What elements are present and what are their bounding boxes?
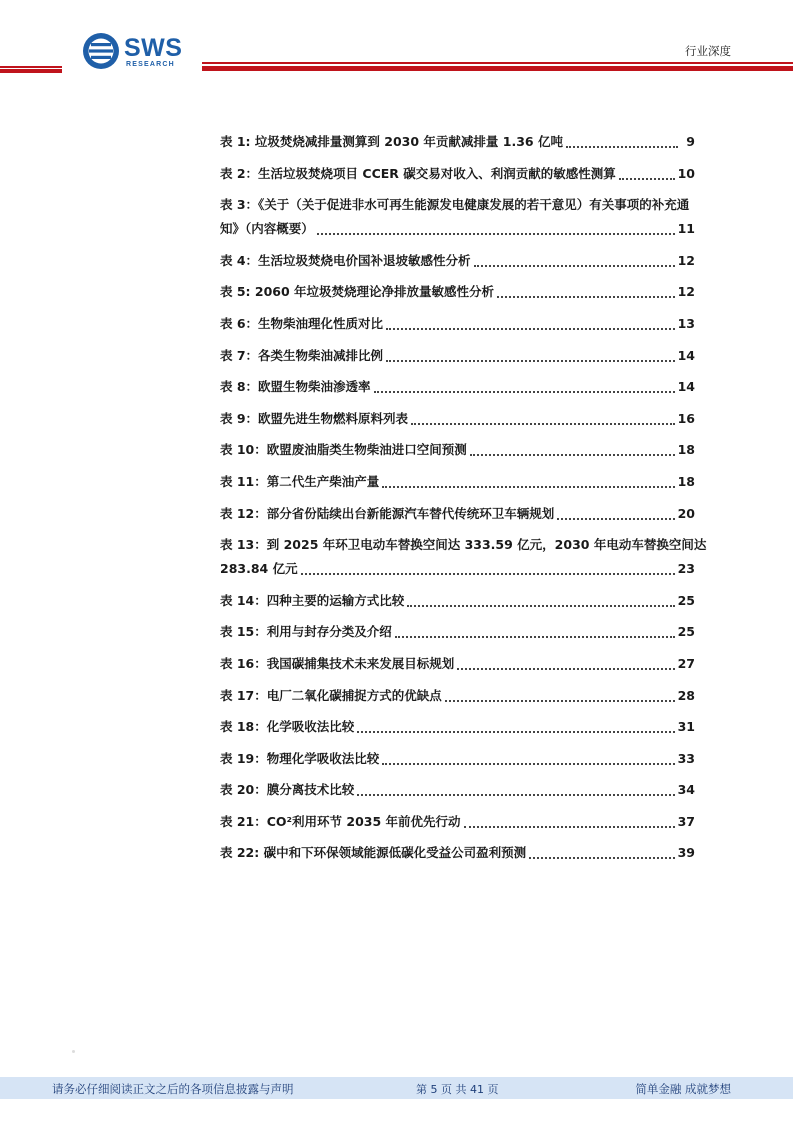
table-of-contents [220, 134, 707, 877]
logo-text: SWS [124, 34, 183, 62]
toc-entry-title: 表 15：利用与封存分类及介绍 [220, 624, 392, 640]
toc-entry[interactable] [220, 656, 695, 672]
toc-entry-title: 表 18：化学吸收法比较 [220, 719, 355, 735]
toc-leader [374, 391, 675, 393]
toc-entry[interactable] [220, 593, 695, 609]
toc-entry-title: 表 13：到 2025 年环卫电动车替换空间达 333.59 亿元，2030 年电动车替换空间达 [220, 537, 707, 553]
toc-entry-title: 表 7：各类生物柴油减排比例 [220, 347, 384, 363]
toc-leader [386, 360, 675, 362]
toc-entry-page: 39 [677, 845, 695, 861]
toc-leader [301, 573, 675, 575]
toc-entry[interactable] [220, 814, 695, 830]
toc-entry-title: 表 17：电厂二氧化碳捕捉方式的优缺点 [220, 687, 442, 703]
toc-entry-page: 12 [677, 284, 695, 300]
toc-leader [529, 857, 674, 859]
toc-entry-title: 表 1: 垃圾焚烧减排量测算到 2030 年贡献减排量 1.36 亿吨 [220, 134, 563, 149]
toc-entry-page: 14 [677, 347, 695, 363]
toc-entry-title: 表 4：生活垃圾焚烧电价国补退坡敏感性分析 [220, 252, 471, 268]
footer-slogan: 简单金融 成就梦想 [635, 1082, 731, 1096]
toc-entry[interactable] [220, 751, 695, 767]
toc-entry-title: 表 2：生活垃圾焚烧项目 CCER 碳交易对收入、利润贡献的敏感性测算 [220, 165, 616, 181]
toc-entry[interactable] [220, 474, 695, 490]
toc-entry-page: 20 [677, 505, 695, 521]
toc-entry[interactable] [220, 316, 695, 332]
toc-leader [557, 518, 674, 520]
toc-leader [317, 233, 675, 235]
toc-entry[interactable] [220, 197, 695, 237]
toc-leader [497, 296, 675, 298]
toc-entry-title: 表 16：我国碳捕集技术未来发展目标规划 [220, 655, 455, 671]
toc-entry-title: 表 19：物理化学吸收法比较 [220, 750, 380, 766]
logo-subtext: RESEARCH [126, 61, 175, 68]
toc-entry-title: 表 22: 碳中和下环保领域能源低碳化受益公司盈利预测 [220, 845, 527, 861]
toc-entry[interactable] [220, 284, 695, 300]
toc-leader [407, 605, 674, 607]
toc-entry-title-cont: 283.84 亿元 [220, 561, 298, 577]
toc-entry-page: 37 [677, 813, 695, 829]
toc-entry[interactable] [220, 253, 695, 269]
header-rule-right-thin [202, 62, 793, 64]
toc-leader [382, 486, 674, 488]
page-mark [72, 1050, 75, 1053]
toc-entry[interactable] [220, 379, 695, 395]
toc-leader [445, 700, 675, 702]
header-rule-left-thick [0, 69, 62, 73]
toc-entry[interactable] [220, 537, 707, 577]
toc-leader [357, 731, 674, 733]
toc-leader [411, 423, 675, 425]
toc-entry-title: 表 8：欧盟生物柴油渗透率 [220, 379, 371, 395]
toc-entry-page: 27 [677, 655, 695, 671]
toc-entry[interactable] [220, 719, 695, 735]
toc-entry-title: 表 11：第二代生产柴油产量 [220, 473, 380, 489]
sws-logo-mark-icon [82, 32, 120, 70]
toc-entry[interactable] [220, 411, 695, 427]
toc-entry-page: 12 [677, 252, 695, 268]
toc-entry-page: 25 [677, 624, 695, 640]
toc-entry[interactable] [220, 134, 695, 150]
toc-entry-page: 25 [677, 592, 695, 608]
toc-entry-page: 34 [677, 782, 695, 798]
toc-leader [382, 763, 674, 765]
header-rule-right-thick [202, 66, 793, 71]
toc-entry-title: 表 6：生物柴油理化性质对比 [220, 315, 384, 331]
toc-entry-page: 16 [677, 410, 695, 426]
toc-entry-page: 33 [677, 750, 695, 766]
toc-leader [357, 794, 674, 796]
toc-entry-page: 28 [677, 687, 695, 703]
toc-leader [457, 668, 674, 670]
toc-leader [619, 178, 675, 180]
toc-leader [470, 454, 675, 456]
footer-disclaimer: 请务必仔细阅读正文之后的各项信息披露与声明 [52, 1082, 294, 1096]
toc-entry-page: 18 [677, 473, 695, 489]
toc-entry[interactable] [220, 348, 695, 364]
sws-logo [82, 32, 192, 72]
toc-entry[interactable] [220, 688, 695, 704]
toc-entry-title: 表 5: 2060 年垃圾焚烧理论净排放量敏感性分析 [220, 284, 495, 300]
toc-entry-page: 11 [677, 221, 695, 237]
toc-entry-title: 表 3：《关于（关于促进非水可再生能源发电健康发展的若干意见）有关事项的补充通 [220, 197, 690, 213]
toc-entry[interactable] [220, 442, 695, 458]
toc-entry-title: 表 20：膜分离技术比较 [220, 782, 355, 798]
toc-entry-title: 表 10：欧盟废油脂类生物柴油进口空间预测 [220, 442, 467, 458]
toc-entry[interactable] [220, 782, 695, 798]
toc-leader [395, 636, 675, 638]
toc-leader [386, 328, 675, 330]
toc-leader [474, 265, 675, 267]
toc-entry[interactable] [220, 624, 695, 640]
toc-entry-title: 表 9：欧盟先进生物燃料原料列表 [220, 410, 409, 426]
toc-entry-page: 9 [686, 134, 695, 149]
toc-entry-page: 18 [677, 442, 695, 458]
toc-entry-title: 表 12：部分省份陆续出台新能源汽车替代传统环卫车辆规划 [220, 505, 555, 521]
header-rule-left-thin [0, 66, 62, 68]
toc-entry-title: 表 14：四种主要的运输方式比较 [220, 592, 405, 608]
toc-entry-page: 13 [677, 315, 695, 331]
toc-entry[interactable] [220, 845, 695, 861]
footer-page-number: 第 5 页 共 41 页 [416, 1083, 499, 1096]
toc-entry[interactable] [220, 506, 695, 522]
toc-leader [566, 146, 678, 148]
toc-entry-page: 14 [677, 379, 695, 395]
header-category-tag: 行业深度 [685, 44, 731, 58]
toc-entry[interactable] [220, 166, 695, 182]
toc-entry-title-cont: 知》（内容概要） [220, 221, 314, 237]
toc-entry-page: 10 [677, 165, 695, 181]
toc-leader [464, 826, 675, 828]
toc-entry-page: 23 [677, 561, 695, 577]
toc-entry-title: 表 21：CO²利用环节 2035 年前优先行动 [220, 813, 461, 829]
toc-entry-page: 31 [677, 719, 695, 735]
